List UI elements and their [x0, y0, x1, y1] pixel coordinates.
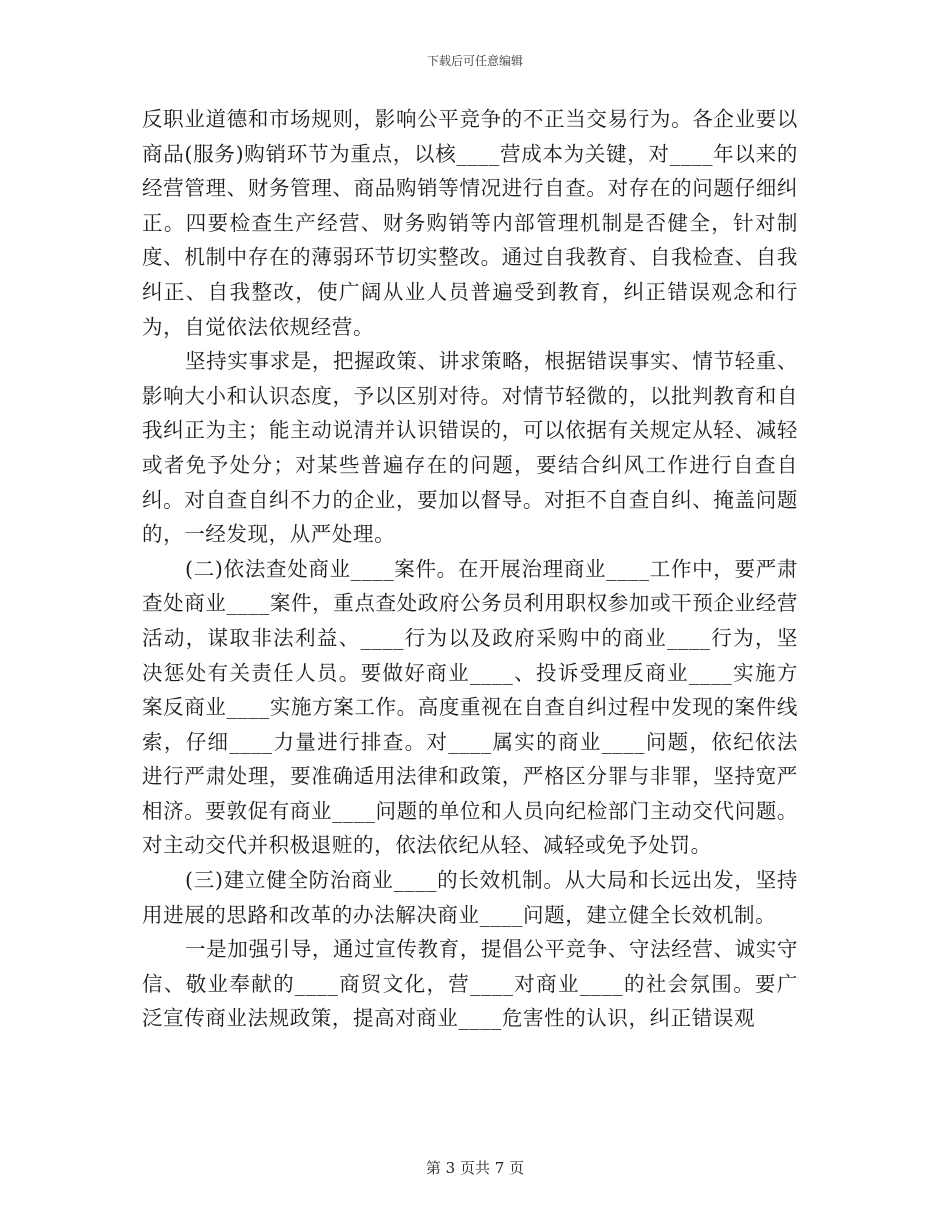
paragraph-3: (二)依法查处商业____案件。在开展治理商业____工作中，要严肃查处商业____案件，重点查处政府公务员利用职权参加或干预企业经营活动，谋取非法利益、____行为以及政府采购中的商业____行为，坚决惩处有关责任人员。要做好商业____、投诉受理反商业____实施方案反商业____实施方案工作。高度重视在自查自纠过程中发现的案件线索，仔细____力量进行排查。对____属实的商业____问题，依纪依法进行严肃处理，要准确适用法律和政策，严格区分罪与非罪，坚持宽严相济。要敦促有商业____问题的单位和人员向纪检部门主动交代问题。对主动交代并积极退赃的，依法依纪从轻、减轻或免予处罚。 [142, 556, 798, 858]
paragraph-2: 坚持实事求是，把握政策、讲求策略，根据错误事实、情节轻重、影响大小和认识态度，予以区别对待。对情节轻微的，以批判教育和自我纠正为主；能主动说清并认识错误的，可以依据有关规定从轻、减轻或者免予处分；对某些普遍存在的问题，要结合纠风工作进行自查自纠。对自查自纠不力的企业，要加以督导。对拒不自查自纠、掩盖问题的，一经发现，从严处理。 [142, 349, 798, 547]
page-footer: 第 3 页共 7 页 [425, 1159, 525, 1177]
paragraph-5: 一是加强引导，通过宣传教育，提倡公平竞争、守法经营、诚实守信、敬业奉献的____商贸文化，营____对商业____的社会氛围。要广泛宣传商业法规政策，提高对商业____危害性的认识，纠正错误观 [142, 937, 798, 1031]
document-body [142, 102, 798, 1036]
paragraph-4: (三)建立健全防治商业____的长效机制。从大局和长远出发，坚持用进展的思路和改革的办法解决商业____问题，建立健全长效机制。 [142, 868, 798, 927]
page-header: 下载后可任意编辑 [426, 54, 523, 68]
paragraph-1: 反职业道德和市场规则，影响公平竞争的不正当交易行为。各企业要以商品(服务)购销环节为重点，以核____营成本为关键，对____年以来的经营管理、财务管理、商品购销等情况进行自查。对存在的问题仔细纠正。四要检查生产经营、财务购销等内部管理机制是否健全，针对制度、机制中存在的薄弱环节切实整改。通过自我教育、自我检查、自我纠正、自我整改，使广阔从业人员普遍受到教育，纠正错误观念和行为，自觉依法依规经营。 [142, 107, 798, 339]
